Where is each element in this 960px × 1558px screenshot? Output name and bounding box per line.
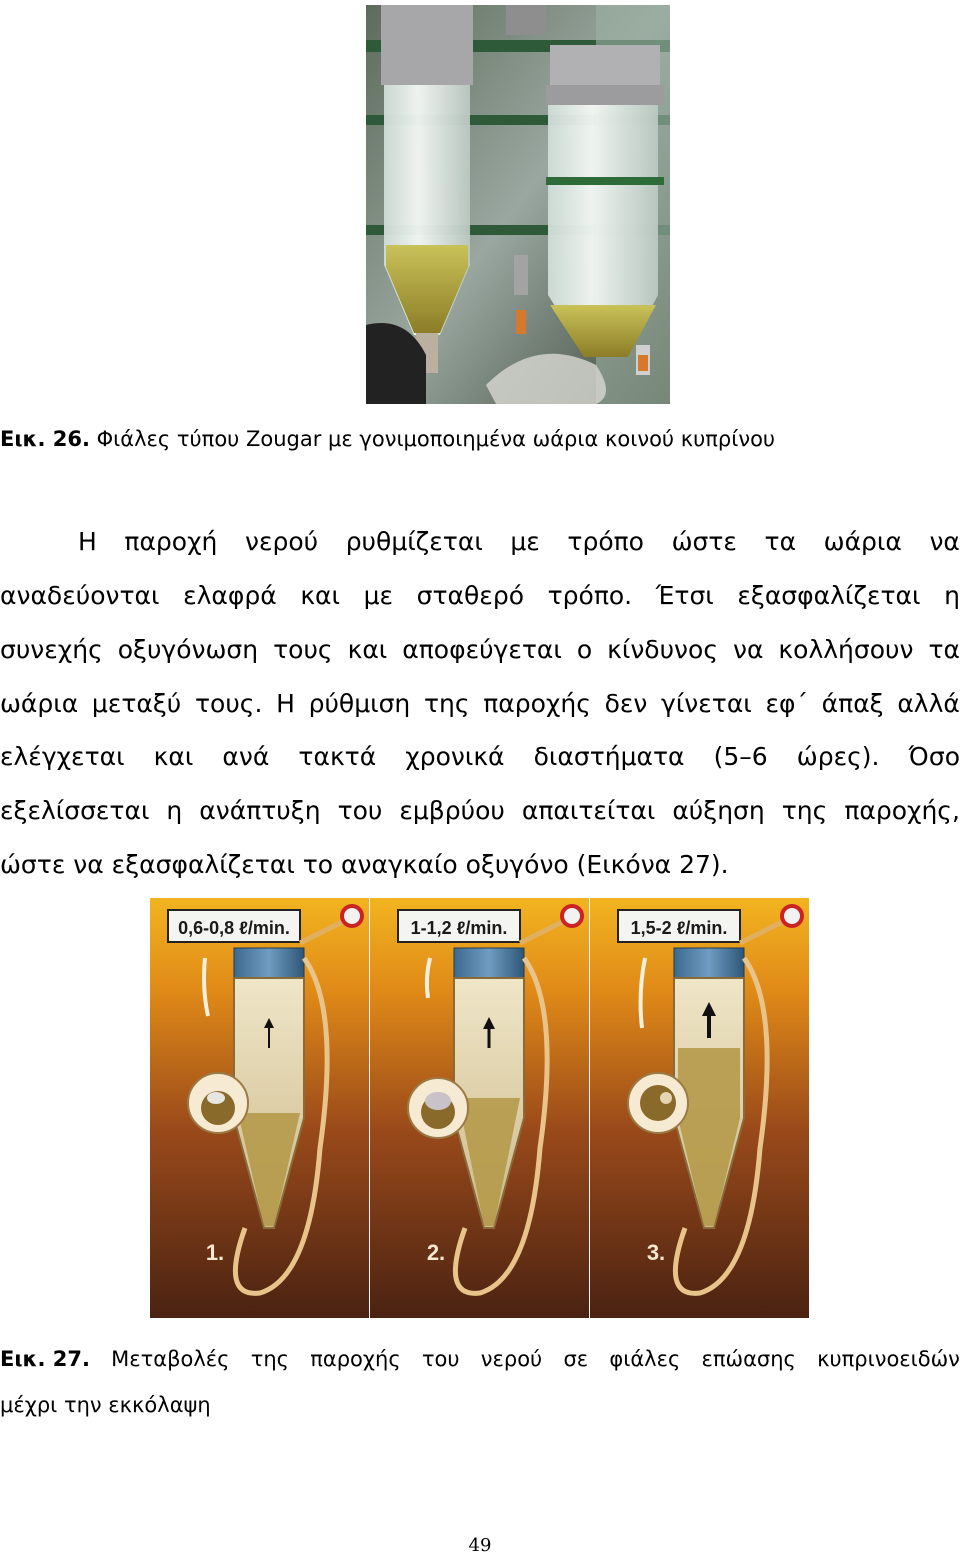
word: τακτά — [298, 742, 377, 771]
word: ώρες). — [796, 742, 880, 771]
panel-number-3: 3. — [646, 1240, 666, 1265]
caption-word: κυπρινοειδών — [817, 1347, 960, 1371]
word: ελαφρά — [183, 581, 277, 610]
paragraph-line-2 — [0, 579, 960, 613]
paragraph-line-4 — [0, 687, 960, 721]
word: διαστήματα — [533, 742, 685, 771]
word: και — [300, 581, 340, 610]
word: νερού — [244, 527, 319, 556]
word: παροχή — [124, 527, 218, 556]
word: του — [337, 796, 383, 825]
word: ο — [576, 635, 593, 664]
word: ωάρια — [823, 527, 902, 556]
word: εξελίσσεται — [0, 796, 150, 825]
flow-label-2: 1-1,2 ℓ/min. — [410, 918, 508, 938]
word: με — [510, 527, 540, 556]
panel-number-2: 2. — [426, 1240, 446, 1265]
panel-number-1: 1. — [205, 1240, 225, 1265]
word: αλλά — [897, 689, 960, 718]
caption-word: φιάλες — [609, 1347, 681, 1371]
word: οξυγόνωση — [117, 635, 259, 664]
word: (5–6 — [713, 742, 768, 771]
caption-word: του — [421, 1347, 460, 1371]
page-number: 49 — [468, 1535, 492, 1556]
word: τα — [928, 635, 960, 664]
figure-26-text: Φιάλες τύπου Zougar με γονιμοποιημένα ωάρια κοινού κυπρίνου — [96, 427, 776, 451]
word: χρονικά — [405, 742, 505, 771]
word: τους. — [194, 689, 263, 718]
word: δεν — [604, 689, 648, 718]
word: να — [732, 635, 764, 664]
paragraph-line-6 — [0, 794, 960, 828]
word: άπαξ — [821, 689, 884, 718]
word: ανάπτυξη — [199, 796, 321, 825]
word: κολλήσουν — [778, 635, 914, 664]
word: η — [944, 581, 960, 610]
word: και — [153, 742, 194, 771]
caption-word: παροχής — [310, 1347, 401, 1371]
word: συνεχής — [0, 635, 103, 664]
diagram-panel-1 — [150, 898, 369, 1318]
word: ώστε — [671, 527, 737, 556]
figure-27-caption-line-2: μέχρι την εκκόλαψη — [0, 1393, 211, 1417]
word: της — [423, 689, 470, 718]
word: παροχής, — [844, 796, 960, 825]
word: ωάρια — [0, 689, 79, 718]
word: εφ΄ — [765, 689, 808, 718]
caption-word: Μεταβολές — [111, 1347, 230, 1371]
figure-26-label: Εικ. 26. — [0, 427, 90, 451]
paragraph-line-3 — [0, 633, 960, 667]
caption-word: νερού — [480, 1347, 543, 1371]
figure-26-caption — [0, 424, 775, 454]
figure-27-label: Εικ. 27. — [0, 1347, 90, 1371]
caption-word: της — [250, 1347, 289, 1371]
word: της — [781, 796, 828, 825]
diagram-panel-3 — [590, 898, 809, 1318]
word: Έτσι — [655, 581, 714, 610]
word: τους — [273, 635, 333, 664]
paragraph-line-5 — [0, 740, 960, 774]
word: αύξηση — [672, 796, 765, 825]
caption-word: επώασης — [701, 1347, 796, 1371]
flow-rate-diagram — [150, 898, 809, 1318]
word: ώστε να εξασφαλίζεται το αναγκαίο οξυγόνο (Εικόνα 27). — [0, 850, 729, 879]
flow-label-1: 0,6-0,8 ℓ/min. — [178, 918, 290, 938]
word: εξασφαλίζεται — [737, 581, 921, 610]
word: Η — [78, 527, 97, 556]
word: απαιτείται — [521, 796, 656, 825]
flow-rate-diagram-svg — [150, 898, 809, 1318]
word: σταθερό — [416, 581, 524, 610]
zougar-jars-photo — [366, 5, 670, 404]
word: τρόπο. — [547, 581, 633, 610]
paragraph-line-1 — [78, 525, 960, 559]
word: ρύθμιση — [308, 689, 411, 718]
word: εμβρύου — [399, 796, 505, 825]
word: να — [929, 527, 960, 556]
word: Η — [276, 689, 295, 718]
word: παροχής — [483, 689, 591, 718]
word: και — [347, 635, 388, 664]
figure-27-caption-line-1 — [0, 1344, 960, 1374]
word: κίνδυνος — [607, 635, 718, 664]
word: με — [363, 581, 394, 610]
word: ανά — [222, 742, 270, 771]
diagram-panel-2 — [370, 898, 589, 1318]
word: γίνεται — [661, 689, 752, 718]
flow-label-3: 1,5-2 ℓ/min. — [630, 918, 728, 938]
caption-word: σε — [563, 1347, 589, 1371]
word: ρυθμίζεται — [345, 527, 483, 556]
word: μεταξύ — [91, 689, 182, 718]
word: ελέγχεται — [0, 742, 125, 771]
word: αποφεύγεται — [402, 635, 562, 664]
word: η — [166, 796, 183, 825]
word: Όσο — [908, 742, 960, 771]
word: τα — [764, 527, 797, 556]
paragraph-line-7 — [0, 848, 960, 882]
word: τρόπο — [567, 527, 644, 556]
word: αναδεύονται — [0, 581, 160, 610]
